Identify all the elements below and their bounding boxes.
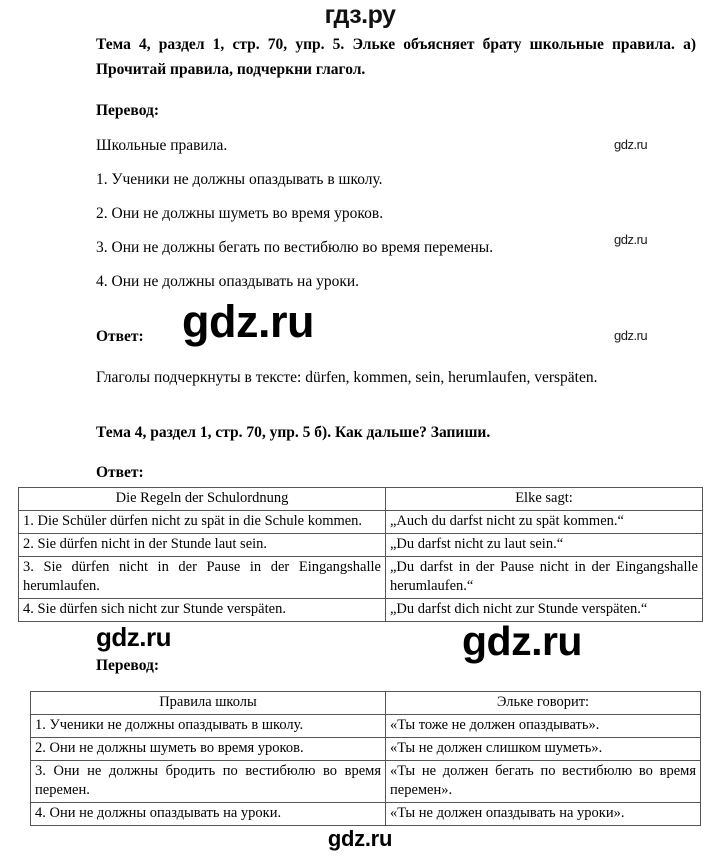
cell-pravilo-3: 3. Они не должны бродить по вестибюлю во время перемен. xyxy=(31,761,386,803)
table-row xyxy=(19,557,703,599)
column-header-elke-govorit: Эльке говорит: xyxy=(386,692,701,715)
cell-pravilo-2: 2. Они не должны шуметь во время уроков. xyxy=(31,738,386,761)
cell-govorit-2: «Ты не должен слишком шуметь». xyxy=(386,738,701,761)
cell-govorit-4: «Ты не должен опаздывать на уроки». xyxy=(386,803,701,826)
watermark-small-2: gdz.ru xyxy=(614,232,648,247)
exercise-a-answer-text: Глаголы подчеркнуты в тексте: dürfen, kommen, sein, herumlaufen, verspäten. xyxy=(96,369,598,386)
table-row xyxy=(31,803,701,826)
watermark-large-2: gdz.ru xyxy=(462,618,582,664)
exercise-a-translation-line-3: 3. Они не должны бегать по вестибюлю во время перемены. xyxy=(96,239,494,256)
watermark-medium-1: gdz.ru xyxy=(96,622,171,652)
document-content xyxy=(18,32,702,484)
cell-rule-2: 2. Sie dürfen nicht in der Stunde laut sein. xyxy=(19,534,386,557)
exercise-b-heading: Тема 4, раздел 1, стр. 70, упр. 5 б). Как дальше? Запиши. xyxy=(96,424,491,441)
exercise-a-translation-title: Школьные правила. xyxy=(96,137,228,154)
exercise-b-translation-label: Перевод: xyxy=(96,657,160,674)
site-logo: гдз.ру xyxy=(324,1,396,29)
table-row xyxy=(31,715,701,738)
exercise-b-answer-label: Ответ: xyxy=(96,464,144,481)
cell-rule-4: 4. Sie dürfen sich nicht zur Stunde verspäten. xyxy=(19,599,386,622)
cell-rule-3: 3. Sie dürfen nicht in der Pause in der Eingangshalle herumlaufen. xyxy=(19,557,386,599)
table-row xyxy=(19,511,703,534)
cell-elke-2: „Du darfst nicht zu laut sein.“ xyxy=(386,534,703,557)
table-german-rules xyxy=(18,487,703,622)
watermark-small-3: gdz.ru xyxy=(614,328,648,343)
exercise-a-translation-line-4: 4. Они не должны опаздывать на уроки. xyxy=(96,273,360,290)
column-header-elke-sagt: Elke sagt: xyxy=(386,488,703,511)
cell-elke-3: „Du darfst in der Pause nicht in der Eingangshalle herumlaufen.“ xyxy=(386,557,703,599)
cell-pravilo-1: 1. Ученики не должны опаздывать в школу. xyxy=(31,715,386,738)
table-russian-rules xyxy=(30,691,701,826)
cell-govorit-1: «Ты тоже не должен опаздывать». xyxy=(386,715,701,738)
table-row xyxy=(19,599,703,622)
column-header-regeln: Die Regeln der Schulordnung xyxy=(19,488,386,511)
exercise-a-translation-line-2: 2. Они не должны шуметь во время уроков. xyxy=(96,205,384,222)
table-row xyxy=(31,738,701,761)
cell-pravilo-4: 4. Они не должны опаздывать на уроки. xyxy=(31,803,386,826)
table-row xyxy=(31,761,701,803)
cell-govorit-3: «Ты не должен бегать по вестибюлю во время перемен». xyxy=(386,761,701,803)
exercise-a-heading: Тема 4, раздел 1, стр. 70, упр. 5. Эльке объясняет брату школьные правила. а) Прочитай правила, подчеркни глагол. xyxy=(96,36,696,78)
exercise-a-translation-label: Перевод: xyxy=(96,102,160,119)
watermark-large-1: gdz.ru xyxy=(182,296,314,347)
exercise-a-translation-line-1: 1. Ученики не должны опаздывать в школу. xyxy=(96,171,383,188)
cell-elke-1: „Auch du darfst nicht zu spät kommen.“ xyxy=(386,511,703,534)
exercise-a-answer-label: Ответ: xyxy=(96,328,144,345)
watermark-bottom: gdz.ru xyxy=(327,826,393,851)
cell-rule-1: 1. Die Schüler dürfen nicht zu spät in die Schule kommen. xyxy=(19,511,386,534)
watermark-small-1: gdz.ru xyxy=(614,137,648,152)
cell-elke-4: „Du darfst dich nicht zur Stunde verspäten.“ xyxy=(386,599,703,622)
table-row-header xyxy=(31,692,701,715)
table-row xyxy=(19,534,703,557)
column-header-pravila-shkoly: Правила школы xyxy=(31,692,386,715)
table-row-header xyxy=(19,488,703,511)
